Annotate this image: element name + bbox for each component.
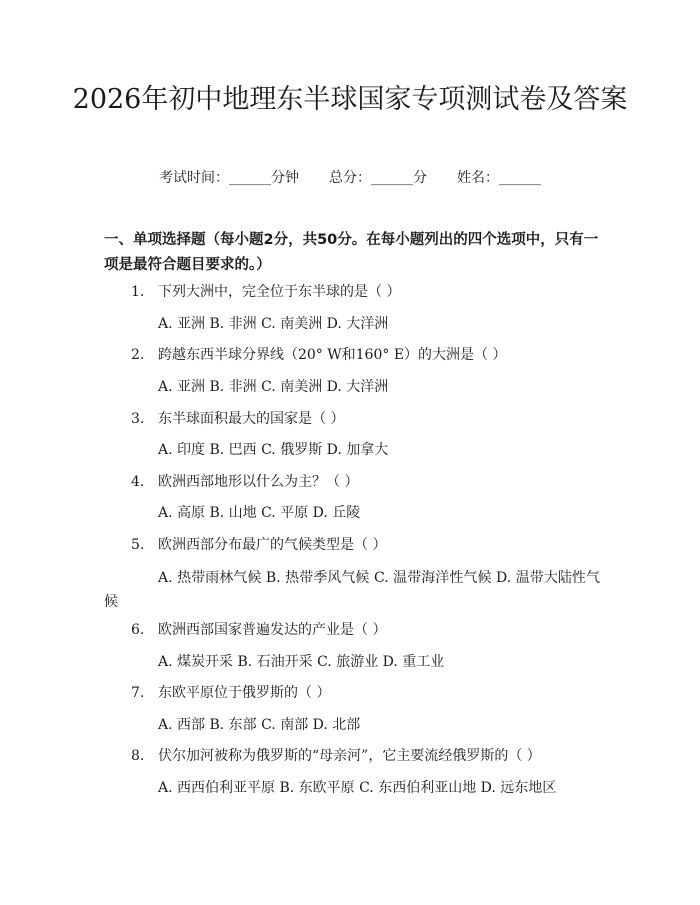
section-heading: 一、单项选择题（每小题2分，共50分。在每小题列出的四个选项中，只有一项是最符合题目要求的。）: [104, 232, 599, 273]
question-number: 3.: [131, 411, 145, 427]
question-text: 伏尔加河被称为俄罗斯的“母亲河”，它主要流经俄罗斯的（ ）: [158, 748, 541, 764]
document-title: 2026年初中地理东半球国家专项测试卷及答案: [72, 84, 628, 115]
exam-time: 考试时间：______分钟: [159, 170, 299, 186]
question-number: 2.: [131, 347, 145, 363]
question-text: 东欧平原位于俄罗斯的（ ）: [158, 685, 331, 701]
question-1-options: A. 亚洲 B. 非洲 C. 南美洲 D. 大洋洲: [158, 316, 389, 332]
question-4-options: A. 高原 B. 山地 C. 平原 D. 丘陵: [158, 505, 361, 521]
question-6-options: A. 煤炭开采 B. 石油开采 C. 旅游业 D. 重工业: [158, 654, 445, 670]
question-2-options: A. 亚洲 B. 非洲 C. 南美洲 D. 大洋洲: [158, 379, 389, 395]
question-number: 6.: [131, 622, 145, 638]
question-text: 东半球面积最大的国家是（ ）: [158, 411, 345, 427]
question-number: 4.: [131, 474, 145, 490]
question-number: 7.: [131, 685, 145, 701]
question-number: 1.: [131, 284, 145, 300]
student-name: 姓名：______: [457, 170, 541, 186]
question-7-options: A. 西部 B. 东部 C. 南部 D. 北部: [158, 717, 361, 733]
exam-info: [0, 168, 700, 188]
question-text: 欧洲西部国家普遍发达的产业是（ ）: [158, 622, 387, 638]
question-number: 5.: [131, 537, 145, 553]
question-number: 8.: [131, 748, 145, 764]
question-text: 跨越东西半球分界线（20° W和160° E）的大洲是（ ）: [158, 347, 507, 363]
question-8-options: A. 西西伯利亚平原 B. 东欧平原 C. 东西伯利亚山地 D. 远东地区: [158, 780, 557, 796]
question-text: 下列大洲中，完全位于东半球的是（ ）: [158, 284, 401, 300]
question-5-options: A. 热带雨林气候 B. 热带季风气候 C. 温带海洋性气候 D. 温带大陆性气候: [104, 570, 600, 610]
question-text: 欧洲西部分布最广的气候类型是（ ）: [158, 537, 387, 553]
exam-total-score: 总分：______分: [329, 170, 427, 186]
question-text: 欧洲西部地形以什么为主？（ ）: [158, 474, 359, 490]
question-3-options: A. 印度 B. 巴西 C. 俄罗斯 D. 加拿大: [158, 442, 389, 458]
